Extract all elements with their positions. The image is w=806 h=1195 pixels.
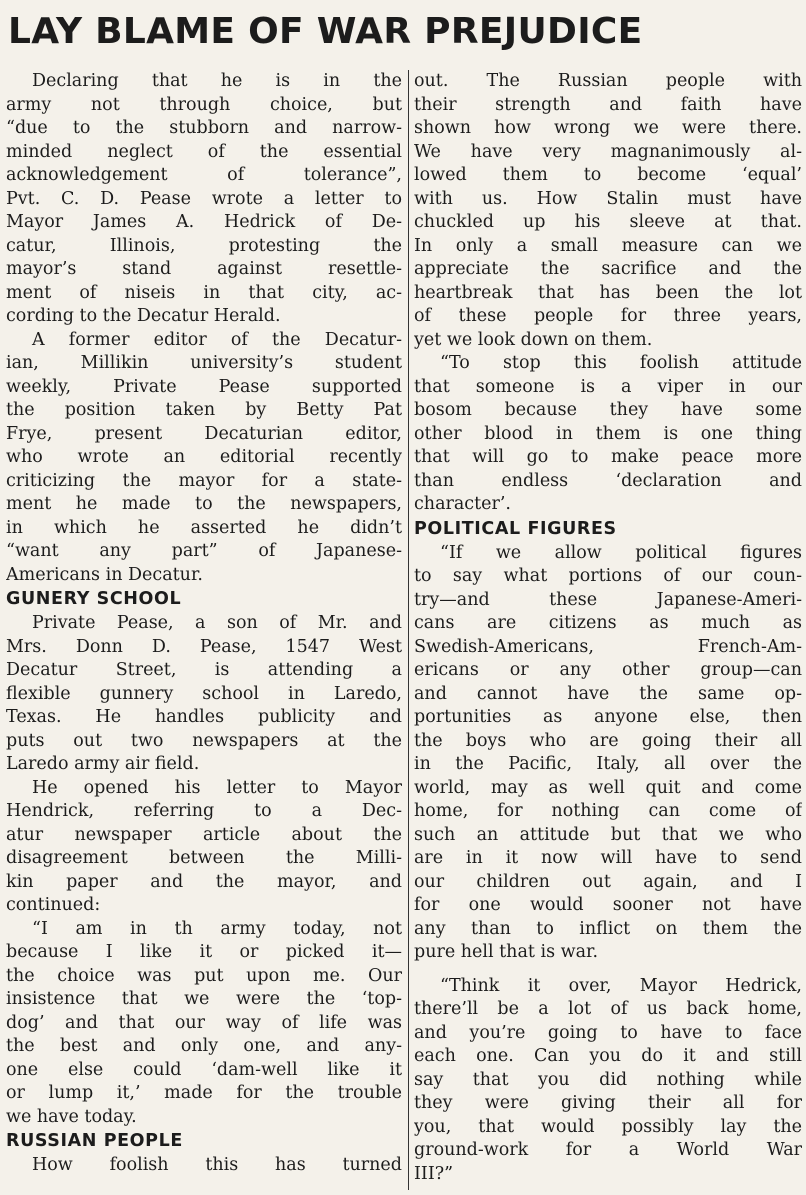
text-line: “I am in th army today, not [32, 918, 402, 939]
text-line: the choice was put upon me. Our [6, 965, 402, 986]
text-line: such an attitude but that we who [414, 824, 802, 845]
text-line: say that you did nothing while [414, 1069, 802, 1090]
text-line: He opened his letter to Mayor [32, 777, 402, 798]
text-line: pure hell that is war. [414, 942, 599, 962]
text-line: the position taken by Betty Pat [6, 400, 402, 420]
text-line: appreciate the sacrifice and the [414, 259, 802, 279]
text-line: Mrs. Donn D. Pease, 1547 West [6, 636, 402, 657]
text-line: A former editor of the Decatur- [32, 329, 402, 350]
text-line: and cannot have the same op- [414, 683, 802, 704]
text-line: out. The Russian people with [414, 71, 802, 91]
text-line: any than to inflict on them the [414, 918, 802, 939]
text-line: ment of niseis in that city, ac- [6, 282, 402, 303]
text-line: in which he asserted he didn’t [6, 517, 402, 538]
text-line: “To stop this foolish attitude [440, 353, 802, 373]
text-line: Decatur Street, is attending a [6, 660, 402, 680]
paragraph [6, 612, 402, 777]
text-line: chuckled up his sleeve at that. [414, 212, 802, 232]
text-line: ground-work for a World War [414, 1140, 802, 1160]
text-line: weekly, Private Pease supported [6, 376, 402, 397]
text-line: to say what portions of our coun- [414, 566, 802, 586]
text-line: world, may as well quit and come [414, 777, 802, 798]
text-line: atur newspaper article about the [6, 824, 402, 845]
headline: LAY BLAME OF WAR PREJUDICE [8, 11, 643, 52]
text-line: acknowledgement of tolerance”, [6, 165, 402, 185]
text-line: minded neglect of the essential [6, 141, 402, 162]
subheading: GUNERY SCHOOL [6, 589, 182, 609]
text-line: In only a small measure can we [414, 235, 802, 256]
text-line: in the Pacific, Italy, all over the [414, 754, 802, 774]
text-line: “want any part” of Japanese- [6, 541, 402, 561]
paragraph [414, 542, 802, 965]
text-line: for one would sooner not have [414, 895, 802, 915]
text-line: home, for nothing can come of [414, 801, 802, 821]
text-line: III?” [414, 1163, 454, 1184]
text-line: the boys who are going their all [414, 730, 802, 751]
text-line: or lump it,’ made for the trouble [6, 1083, 402, 1103]
paragraph [414, 70, 802, 352]
text-line: each one. Can you do it and still [414, 1046, 802, 1066]
text-line: than endless ‘declaration and [414, 470, 802, 491]
text-line: their strength and faith have [414, 94, 802, 115]
text-line: catur, Illinois, protesting the [6, 235, 402, 256]
text-line: other blood in them is one thing [414, 423, 802, 444]
text-line: that someone is a viper in our [414, 376, 802, 397]
text-line: there’ll be a lot of us back home, [414, 999, 802, 1019]
text-line: mayor’s stand against resettle- [6, 259, 402, 279]
text-line: we have today. [6, 1106, 137, 1127]
text-line: heartbreak that has been the lot [414, 282, 802, 303]
text-line: Declaring that he is in the [32, 71, 402, 91]
left-column [6, 70, 402, 1190]
text-line: Americans in Decatur. [6, 564, 203, 585]
text-line: and you’re going to have to face [414, 1022, 802, 1043]
text-line: shown how wrong we were there. [414, 118, 802, 138]
text-line: bosom because they have some [414, 400, 802, 420]
text-line: flexible gunnery school in Laredo, [6, 683, 402, 704]
text-line: Laredo army air field. [6, 754, 200, 774]
column-rule [408, 70, 409, 1190]
paragraph [414, 975, 802, 1187]
paragraph-spacer [414, 965, 802, 975]
text-line: criticizing the mayor for a state- [6, 470, 402, 491]
text-line: character’. [414, 494, 511, 514]
text-line: Hendrick, referring to a Dec- [6, 801, 402, 821]
text-line: because I like it or picked it— [6, 942, 402, 962]
text-line: cording to the Decatur Herald. [6, 306, 281, 326]
text-line: try—and these Japanese-Ameri- [414, 589, 802, 610]
text-line: you, that would possibly lay the [414, 1116, 802, 1137]
text-line: ment he made to the newspapers, [6, 494, 402, 514]
text-line: ericans or any other group—can [414, 660, 802, 680]
text-line: Mayor James A. Hedrick of De- [6, 212, 402, 232]
text-line: Private Pease, a son of Mr. and [32, 613, 402, 633]
text-line: Frye, present Decaturian editor, [6, 423, 402, 444]
text-line: portunities as anyone else, then [414, 707, 802, 727]
text-line: are in it now will have to send [414, 848, 802, 868]
paragraph [6, 1154, 402, 1178]
text-line: kin paper and the mayor, and [6, 871, 402, 892]
text-line: ian, Millikin university’s student [6, 353, 402, 373]
text-line: puts out two newspapers at the [6, 730, 402, 751]
text-line: one else could ‘dam-well like it [6, 1059, 402, 1080]
text-line: continued: [6, 895, 101, 915]
text-line: We have very magnanimously al- [414, 141, 802, 162]
text-line: disagreement between the Milli- [6, 848, 402, 868]
paragraph [6, 70, 402, 329]
paragraph [6, 918, 402, 1130]
text-line: insistence that we were the ‘top- [6, 989, 402, 1009]
text-line: army not through choice, but [6, 94, 402, 115]
article-columns [6, 70, 800, 1190]
text-line: “Think it over, Mayor Hedrick, [440, 975, 802, 996]
subheading: RUSSIAN PEOPLE [6, 1131, 183, 1151]
paragraph [414, 352, 802, 517]
text-line: who wrote an editorial recently [6, 447, 402, 467]
subheading: POLITICAL FIGURES [414, 518, 617, 539]
paragraph [6, 329, 402, 588]
text-line: that will go to make peace more [414, 447, 802, 467]
text-line: How foolish this has turned [32, 1155, 402, 1175]
text-line: our children out again, and I [414, 871, 802, 892]
text-line: dog’ and that our way of life was [6, 1012, 402, 1033]
text-line: they were giving their all for [414, 1093, 802, 1113]
paragraph [6, 777, 402, 918]
text-line: “due to the stubborn and narrow- [6, 118, 402, 138]
text-line: Texas. He handles publicity and [6, 707, 402, 727]
text-line: Swedish-Americans, French-Am- [414, 636, 802, 657]
text-line: yet we look down on them. [414, 329, 653, 350]
text-line: Pvt. C. D. Pease wrote a letter to [6, 188, 402, 209]
text-line: cans are citizens as much as [414, 613, 802, 633]
right-column [414, 70, 802, 1190]
text-line: of these people for three years, [414, 306, 802, 326]
text-line: lowed them to become ‘equal’ [414, 165, 802, 185]
text-line: the best and only one, and any- [6, 1036, 402, 1056]
text-line: with us. How Stalin must have [414, 188, 802, 209]
text-line: “If we allow political figures [440, 542, 802, 563]
